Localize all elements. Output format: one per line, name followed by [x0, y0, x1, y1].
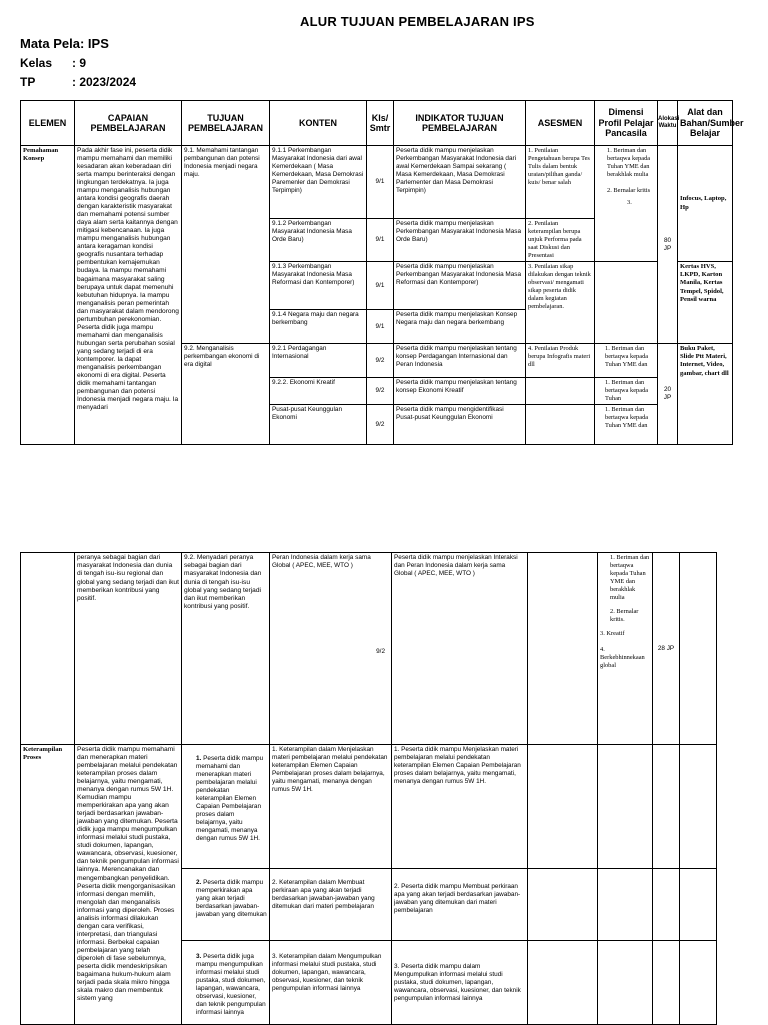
asesmen-cell: 1. Penilaian Pengetahuan berupa Tes Tulis dalam bentuk uraian/pilihan ganda/ kuis/ benar salah [526, 146, 595, 219]
dimensi-cell-empty [595, 262, 658, 344]
tujuan-kp-num: 1. [196, 755, 202, 762]
kls-text: 9/2 [376, 648, 386, 655]
atp-table-page2 [20, 552, 717, 1025]
page-1 [0, 0, 768, 440]
kls-cell: 9/2 [367, 344, 394, 378]
document-title: ALUR TUJUAN PEMBELAJARAN IPS [300, 14, 535, 29]
asesmen-cell-empty [528, 941, 598, 1025]
alat-cell-empty [680, 553, 717, 745]
alokasi-cell-empty [653, 745, 680, 869]
asesmen-cell-empty [528, 745, 598, 869]
indikator-cell: Peserta didik mampu menjelaskan Perkembangan Masyarakat Indonesia dari awal Kemerdekaan Sampai sekarang ( Masa Kemerdekaan, Masa Demokrasi Parlementer dan Masa Demokrasi Terpimpin) [394, 146, 526, 219]
kls-cell: 9/1 [367, 262, 394, 310]
capaian-cont-cell: peranya sebagai bagian dari masyarakat Indonesia dan dunia di tengah isu-isu regional dan global yang sedang terjadi dan ikut memberikan kontribusi yang positif. [75, 553, 182, 745]
indikator-kp-cell: 2. Peserta didik mampu Membuat perkiraan apa yang akan terjadi berdasarkan jawaban-jawaban yang ditemukan dari materi pembelajaran [392, 869, 528, 941]
col-konten: KONTEN [270, 101, 367, 146]
elemen-cell-empty [21, 553, 75, 745]
konten-cell: Pusat-pusat Keunggulan Ekonomi [270, 405, 367, 445]
alokasi-cell-2: 20 JP [658, 344, 678, 445]
tujuan-cell-1: 9.1. Memahami tantangan pembangunan dan potensi Indonesia menjadi negara maju. [182, 146, 270, 344]
asesmen-cell: 2. Penilaian keterampilan berupa unjuk Performa pada saat Diskusi dan Presentasi [526, 219, 595, 262]
indikator-kp-cell: 3. Peserta didik mampu dalam Mengumpulkan informasi melalui studi pustaka, studi dokumen, lapangan, wawancara, observasi, kuesioner, dan teknik pengumpulan informasi lainnya [392, 941, 528, 1025]
dimensi-item: 4. Berkebhinnekaan global [600, 646, 645, 669]
alat-cell-empty [680, 869, 717, 941]
dimensi-item: 2. Bernalar kritis. [610, 608, 639, 623]
konten-cell: 9.1.3 Perkembangan Masyarakat Indonesia Masa Reformasi dan Kontemporer) [270, 262, 367, 310]
col-elemen: ELEMEN [21, 101, 75, 146]
dimensi-item: 2. Bernalar kritis [607, 187, 651, 194]
kelas-row [20, 56, 86, 70]
dimensi-cell-2a: 1. Beriman dan bertaqwa kepada Tuhan YME dan [595, 344, 658, 378]
kls-cell: 9/2 [367, 405, 394, 445]
dimensi-cell-2b: 1. Beriman dan bertaqwa kepada Tuhan [595, 378, 658, 405]
kls-cell: 9/1 [367, 310, 394, 344]
alat-cell-2: Kertas HVS, LKPD, Karton Manila, Kertas Tempel, Spidol, Pensil warna [678, 262, 733, 344]
konten-text: Peran Indonesia dalam kerja sama Global ( APEC, MEE, WTO ) [272, 554, 371, 569]
elemen-cell-2: Keterampilan Proses [21, 745, 75, 1025]
indikator-cell: Peserta didik mampu menjelaskan tentang konsep Ekonomi Kreatif [394, 378, 526, 405]
asesmen-cell: 4. Penilaian Produk berupa Infografis materi dll [526, 344, 595, 378]
konten-cell: 9.2.2. Ekonomi Kreatif [270, 378, 367, 405]
konten-kp-cell: 3. Keterampilan dalam Mengumpulkan informasi melalui studi pustaka, studi dokumen, lapangan, wawancara, observasi, kuesioner, dan teknik pengumpulan informasi lainnya [270, 941, 392, 1025]
dimensi-item: 3. [627, 199, 632, 206]
asesmen-cell [526, 405, 595, 445]
mapel-value: : IPS [79, 36, 109, 51]
tujuan-kp-num: 3. [196, 953, 202, 960]
tujuan-cell-3: 9.2. Menyadari peranya sebagai bagian dari masyarakat Indonesia dan dunia di tengah isu-isu global yang sedang terjadi dan ikut memberikan kontribusi yang positif. [182, 553, 270, 745]
tujuan-kp-text: Peserta didik mampu memahami dan menerapkan materi pembelajaran melalui pendekatan keterampilan Elemen Capaian Pembelajaran proses dalam belajarnya, yaitu mengamati, menanya dengan rumus 5W 1H. [196, 755, 264, 842]
kls-cell: 9/1 [367, 146, 394, 219]
alokasi-cell-empty [653, 869, 680, 941]
tp-value: : 2023/2024 [72, 75, 137, 89]
mapel-label: Mata Pela [20, 36, 80, 51]
header-row [21, 101, 733, 146]
alokasi-cell-3: 28 JP [653, 553, 680, 745]
dimensi-cell-2c: 1. Beriman dan bertaqwa kepada Tuhan YME dan [595, 405, 658, 445]
col-kls: Kls/ Smtr [367, 101, 394, 146]
asesmen-cell: 3. Penilaian sikap dilakukan dengan teknik observasi/ mengamati sikap peserta didik dalam kegiatan pembelajaran. [526, 262, 595, 344]
table-row [21, 146, 733, 219]
elemen-cell: Pemahaman Konsep [21, 146, 75, 445]
page-2 [0, 552, 768, 1024]
tujuan-kp-cell [182, 745, 270, 869]
tp-row [20, 75, 136, 89]
alat-cell-3: Buku Paket, Slide Ptt Materi, Internet, Video, gambar, chart dll [678, 344, 733, 445]
konten-cell: 9.1.1 Perkembangan Masyarakat Indonesia dari awal Kemerdekaan ( Masa Kemerdekaan, Masa Demokrasi Paremenler dan Demokrasi Terpimpin) [270, 146, 367, 219]
col-capaian: CAPAIAN PEMBELAJARAN [75, 101, 182, 146]
konten-cell: 9.2.1 Perdagangan Internasional [270, 344, 367, 378]
alat-cell-empty [680, 745, 717, 869]
table-row [21, 553, 717, 745]
asesmen-cell-empty [528, 869, 598, 941]
col-alokasi: Alokasi Waktu [658, 101, 678, 146]
col-tujuan: TUJUAN PEMBELAJARAN [182, 101, 270, 146]
indikator-cell: Peserta didik mampu menjelaskan Konsep Negara maju dan negara berkembang [394, 310, 526, 344]
alokasi-cell-empty [653, 941, 680, 1025]
asesmen-cell-empty [528, 553, 598, 745]
alat-cell-1: Infocus, Laptop, Hp [678, 146, 733, 262]
dimensi-item: 3. Kreatif [600, 630, 625, 637]
tujuan-kp-text: Peserta didik juga mampu mengumpulkan informasi melalui studi pustaka, studi dokumen, lapangan, wawancara, observasi, kuesioner, dan teknik pengumpulan informasi lainnya [196, 953, 266, 1016]
capaian-cell-2: Peserta didik mampu memahami dan menerapkan materi pembelajaran melalui pendekatan keterampilan proses dalam belajarnya, yaitu mengamati, menanya dengan rumus 5W 1H. Kemudian mampu memperkirakan apa yang akan terjadi berdasarkan jawaban-jawaban yang ditemukan. Peserta didik juga mampu mengumpulkan informasi melalui studi pustaka, studi dokumen, lapangan, wawancara, observasi, kuesioner, dan teknik pengumpulan informasi lainnya. Merencanakan dan mengembangkan penyelidikan. Peserta didik mengorganisasikan informasi dengan memilih, mengolah dan menganalisis informasi yang diperoleh. Proses analisis informasi dilakukan dengan cara verifikasi, interpretasi, dan triangulasi informasi. Berbekal capaian pembelajaran yang telah diperoleh di fase sebelumnya, peserta didik mendeskripsikan bagaimana hukum-hukum alam terjadi pada skala mikro hingga skala makro dan membentuk sistem yang [75, 745, 182, 1025]
indikator-cell: Peserta didik mampu mengidentifikasi Pusat-pusat Keunggulan Ekonomi [394, 405, 526, 445]
capaian-cell: Pada akhir fase ini, peserta didik mampu memahami dan memiliki kesadaran akan keberadaan diri serta mampu berinteraksi dengan lingkungan terdekatnya. Ia juga mampu menganalisis hubungan antara kondisi geografis daerah dengan karakteristik masyarakat dan memahami potensi sumber daya alam serta kaitannya dengan mitigasi kebencanaan. Ia juga mampu menganalisis hubungan antara keragaman kondisi geografis nusantara terhadap pembentukan kemajemukan budaya. Ia mampu memahami bagaimana masyarakat saling berupaya untuk dapat memenuhi kebutuhan hidupnya. Ia mampu menganalisis peran pemerintah dan masyarakat dalam mendorong pertumbuhan perekonomian. Peserta didik juga mampu memahami dan menganalisis hubungan serta perubahan sosial yang sedang terjadi di era kontemporer. Ia dapat menganalisis perkembangan ekonomi di era digital. Peserta didik memahami tantangan pembangunan dan potensi Indonesia menjadi negara maju. Ia menyadari [75, 146, 182, 445]
dimensi-cell-empty [598, 745, 653, 869]
col-dimensi: Dimensi Profil Pelajar Pancasila [595, 101, 658, 146]
kelas-label: Kelas [20, 56, 53, 70]
dimensi-cell-1 [595, 146, 658, 262]
tujuan-cell-2: 9.2. Menganalisis perkembangan ekonomi di era digital [182, 344, 270, 445]
col-indikator: INDIKATOR TUJUAN PEMBELAJARAN [394, 101, 526, 146]
indikator-cell: Peserta didik mampu menjelaskan Perkembangan Masyarakat Indonesia Masa Orde Baru) [394, 219, 526, 262]
alokasi-cell-1: 80 JP [658, 146, 678, 344]
col-alat: Alat dan Bahan/Sumber Belajar [678, 101, 733, 146]
alat-cell-empty [680, 941, 717, 1025]
asesmen-cell [526, 378, 595, 405]
indikator-cell: Peserta didik mampu menjelaskan tentang konsep Perdagangan Internasional dan Peran Indonesia [394, 344, 526, 378]
tujuan-kp-text: Peserta didik mampu memperkirakan apa yang akan terjadi berdasarkan jawaban-jawaban yang ditemukan [196, 879, 267, 918]
kls-cell: 9/2 [367, 378, 394, 405]
atp-table-page1 [20, 100, 744, 445]
konten-kp-cell: 1. Keterampilan dalam Menjelaskan materi pembelajaran melalui pendekatan keterampilan Elemen Capaian Pembelajaran proses dalam belajarnya, yaitu mengamati, menanya dengan rumus 5W 1H. [270, 745, 392, 869]
konten-cell: 9.1.2 Perkembangan Masyarakat Indonesia Masa Orde Baru) [270, 219, 367, 262]
kelas-value: : 9 [72, 56, 87, 70]
tujuan-kp-cell [182, 869, 270, 941]
indikator-cell: Peserta didik mampu menjelaskan Perkembangan Masyarakat Indonesia Masa Reformasi dan Kontemporer) [394, 262, 526, 310]
dimensi-cell-empty [598, 941, 653, 1025]
konten-kp-cell: 2. Keterampilan dalam Membuat perkiraan apa yang akan terjadi berdasarkan jawaban-jawaban yang ditemukan dari materi pembelajaran [270, 869, 392, 941]
mapel-row [20, 36, 109, 51]
konten-cell: 9.1.4 Negara maju dan negara berkembang [270, 310, 367, 344]
tujuan-kp-num: 2. [196, 879, 202, 886]
konten-cell [270, 553, 392, 745]
dimensi-item: 1. Beriman dan bertaqwa kepada Tuhan YME dan berakhlak mulia [610, 554, 650, 601]
dimensi-item: 1. Beriman dan bertaqwa kepada Tuhan YME dan berakhlak mulia [607, 147, 651, 178]
indikator-cell: Peserta didik mampu menjelaskan Interaksi dan Peran Indonesia dalam kerja sama Global ( APEC, MEE, WTO ) [392, 553, 528, 745]
dimensi-cell-3 [598, 553, 653, 745]
tp-label: TP [20, 75, 36, 89]
kls-cell: 9/1 [367, 219, 394, 262]
dimensi-cell-empty [598, 869, 653, 941]
table-row [21, 745, 717, 869]
col-asesmen: ASESMEN [526, 101, 595, 146]
indikator-kp-cell: 1. Peserta didik mampu Menjelaskan materi pembelajaran melalui pendekatan keterampilan Elemen Capaian Pembelajaran proses dalam belajarnya, yaitu mengamati, menanya dengan rumus 5W 1H. [392, 745, 528, 869]
tujuan-kp-cell [182, 941, 270, 1025]
